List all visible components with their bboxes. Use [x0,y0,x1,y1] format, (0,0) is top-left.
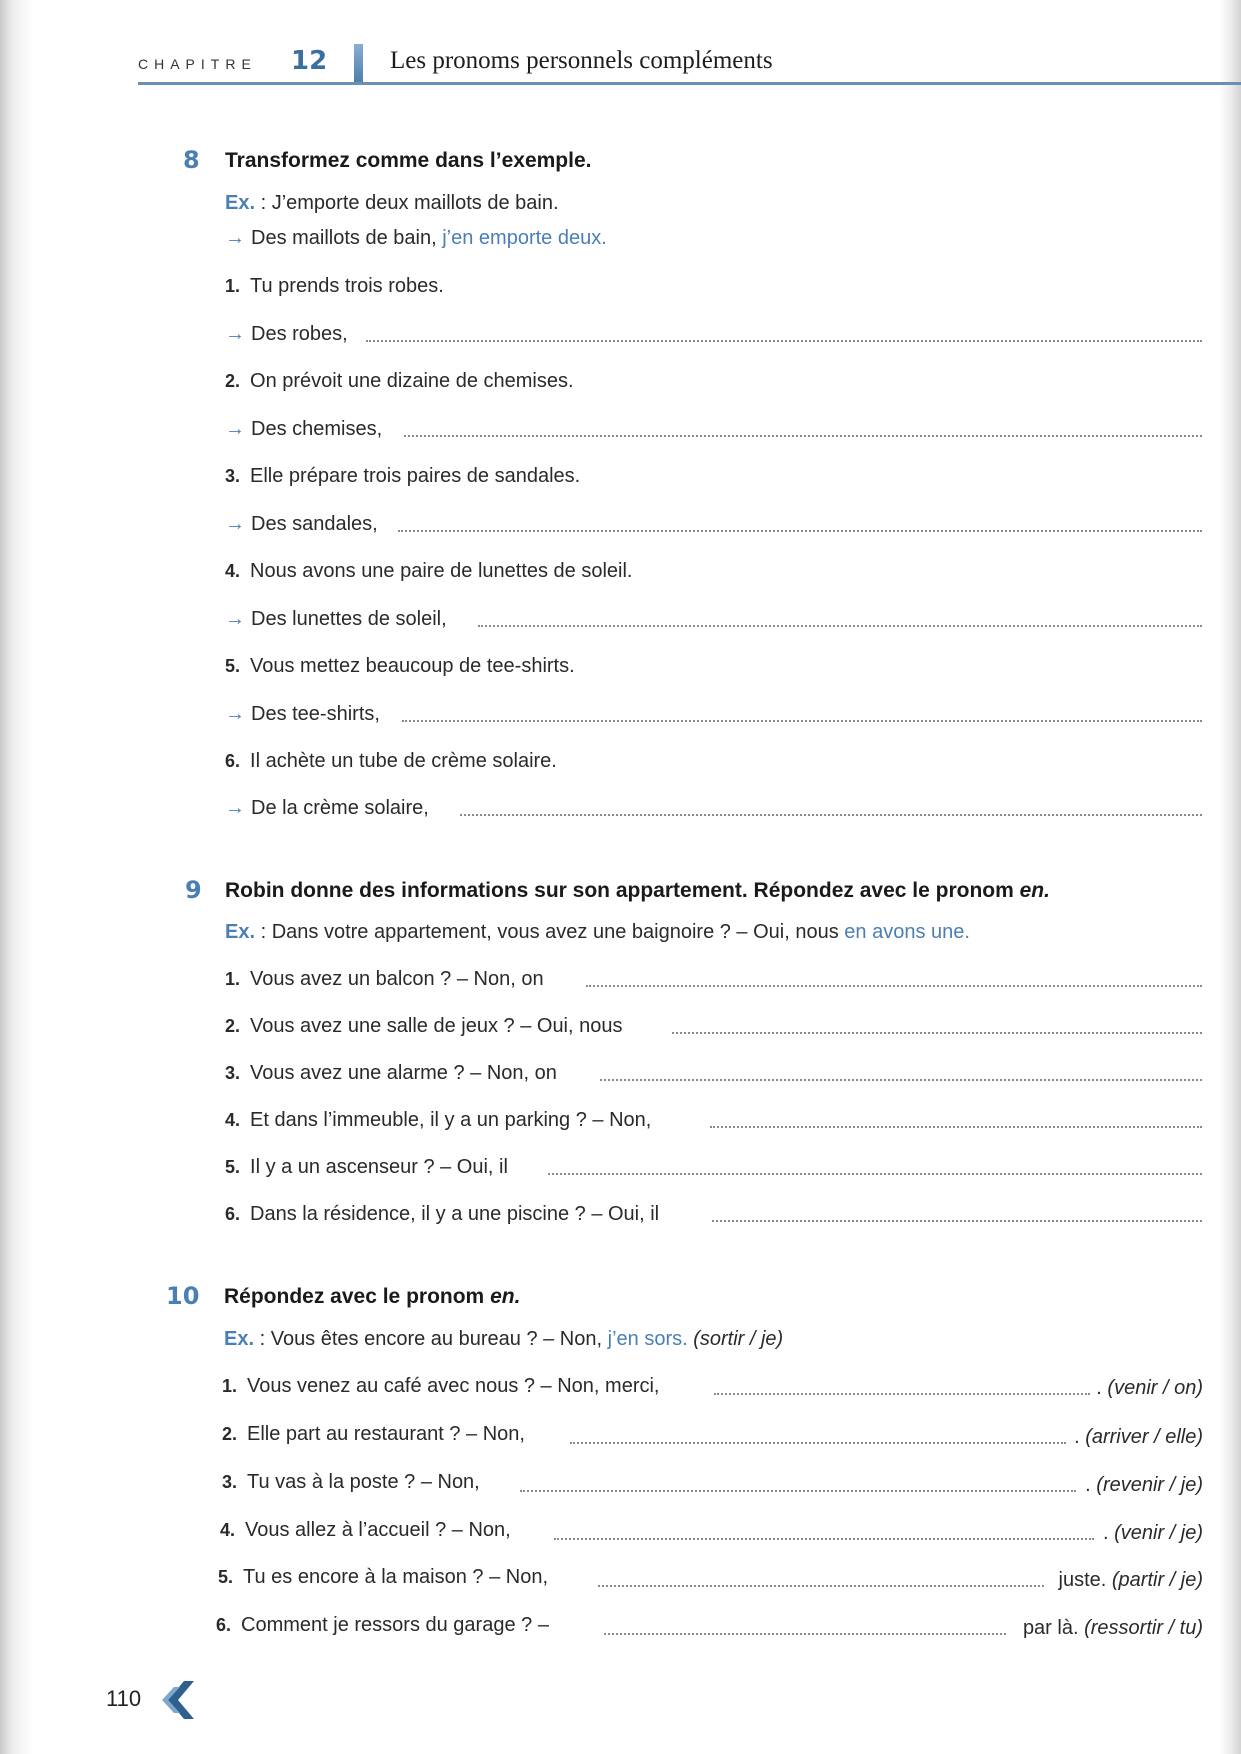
item-number: 1. [225,969,241,989]
item-text: Et dans l’immeuble, il y a un parking ? – Non, [250,1109,652,1131]
exercise-title [225,879,1050,903]
item-sentence: Nous avons une paire de lunettes de soleil. [250,560,633,582]
item-end [1074,1424,1203,1450]
example-line [224,1326,783,1352]
item-number: 2. [225,1016,241,1036]
item-sentence: Il achète un tube de crème solaire. [250,750,557,772]
double-chevron-left-icon[interactable] [160,1679,202,1721]
list-item [225,463,580,489]
verb-hint: (partir / je) [1111,1569,1203,1591]
list-item [225,1154,508,1180]
answer-blank[interactable] [366,340,1202,342]
exercise-number: 8 [183,146,200,174]
item-text: Elle part au restaurant ? – Non, [247,1423,525,1445]
item-text: Comment je ressors du garage ? – [241,1614,549,1636]
item-end [1103,1520,1203,1546]
exercise-title [224,1285,520,1309]
item-number: 2. [225,371,241,391]
answer-start: Des sandales, [251,513,378,535]
answer-start: Des robes, [251,323,348,345]
exercise-number: 9 [185,876,202,904]
item-number: 1. [222,1376,238,1396]
arrow-right-icon: → [225,323,245,345]
exercise-title-text: Robin donne des informations sur son appartement. Répondez avec le pronom [225,879,1014,902]
exercise-title-text: Répondez avec le pronom [224,1285,485,1308]
list-item [225,966,544,992]
example-sentence: J’emporte deux maillots de bain. [271,192,559,214]
item-number: 3. [225,466,241,486]
exercise-number: 10 [166,1282,200,1310]
example-label: Ex. [225,192,256,214]
chapter-title: Les pronoms personnels compléments [390,47,773,74]
chapter-header [138,42,1241,87]
list-item [222,1373,659,1399]
answer-start: Des lunettes de soleil, [251,608,447,630]
answer-blank[interactable] [604,1633,1006,1635]
exercise-title-pronoun: en. [1019,879,1050,902]
example-line [225,190,559,216]
example-answer-start: Des maillots de bain, [251,227,437,249]
list-item [225,1060,557,1086]
verb-hint: (sortir / je) [693,1328,784,1350]
answer-blank[interactable] [570,1442,1066,1444]
answer-blank[interactable] [586,985,1202,987]
list-item [225,653,575,679]
example-text: Vous êtes encore au bureau ? – Non, [270,1328,603,1350]
verb-hint: (venir / on) [1107,1377,1203,1399]
item-text: Dans la résidence, il y a une piscine ? – Oui, il [250,1203,660,1225]
header-rule [138,82,1241,85]
page-binding-shadow [0,0,34,1754]
item-text: Vous avez une salle de jeux ? – Oui, nous [250,1015,623,1037]
item-number: 4. [225,1110,241,1130]
answer-line [225,416,382,442]
item-text: Vous avez un balcon ? – Non, on [250,968,544,990]
item-ending: . [1085,1474,1091,1496]
item-ending: juste. [1058,1569,1107,1591]
item-number: 6. [216,1615,232,1635]
item-sentence: On prévoit une dizaine de chemises. [250,370,574,392]
item-number: 3. [225,1063,241,1083]
list-item [225,558,633,584]
answer-line [225,321,348,347]
arrow-right-icon: → [225,703,245,725]
item-ending: . [1096,1377,1102,1399]
answer-blank[interactable] [520,1490,1076,1492]
answer-blank[interactable] [460,814,1202,816]
exercise-title: Transformez comme dans l’exemple. [225,149,592,172]
list-item [225,748,557,774]
answer-blank[interactable] [672,1032,1202,1034]
arrow-right-icon: → [225,227,245,249]
item-number: 4. [220,1520,236,1540]
item-sentence: Vous mettez beaucoup de tee-shirts. [250,655,575,677]
item-text: Vous avez une alarme ? – Non, on [250,1062,557,1084]
arrow-right-icon: → [225,608,245,630]
answer-start: De la crème solaire, [251,797,429,819]
exercise-title-pronoun: en. [490,1285,521,1308]
example-separator: : [255,921,272,943]
chapter-divider-bar [354,44,363,82]
item-number: 5. [218,1567,234,1587]
list-item [218,1564,548,1590]
answer-line [225,701,380,727]
verb-hint: (ressortir / tu) [1084,1617,1203,1639]
answer-blank[interactable] [478,625,1202,627]
answer-line [225,795,429,821]
example-separator: : [254,1328,271,1350]
item-number: 3. [222,1472,238,1492]
item-text: Il y a un ascenseur ? – Oui, il [250,1156,508,1178]
example-label: Ex. [224,1328,255,1350]
item-number: 2. [222,1424,238,1444]
answer-blank[interactable] [710,1126,1202,1128]
arrow-right-icon: → [225,418,245,440]
item-text: Vous venez au café avec nous ? – Non, merci, [247,1375,660,1397]
answer-start: Des chemises, [251,418,383,440]
answer-start: Des tee-shirts, [251,703,380,725]
item-text: Vous allez à l’accueil ? – Non, [245,1519,511,1541]
item-number: 5. [225,656,241,676]
item-number: 5. [225,1157,241,1177]
item-text: Tu vas à la poste ? – Non, [247,1471,480,1493]
list-item [225,368,574,394]
item-ending: par là. [1022,1617,1079,1639]
arrow-right-icon: → [225,513,245,535]
example-answer-highlight: j’en sors. [607,1328,688,1350]
answer-blank[interactable] [600,1079,1202,1081]
answer-blank[interactable] [598,1585,1044,1587]
verb-hint: (venir / je) [1114,1522,1203,1544]
answer-blank[interactable] [712,1220,1202,1222]
list-item [225,1107,651,1133]
list-item [225,1201,659,1227]
answer-blank[interactable] [404,435,1202,437]
item-ending: . [1102,1522,1109,1544]
item-end [1096,1375,1203,1401]
list-item [225,1013,623,1039]
item-end [1023,1615,1203,1641]
example-text: Dans votre appartement, vous avez une baignoire ? – Oui, nous [271,921,839,943]
example-label: Ex. [225,921,256,943]
list-item [225,273,444,299]
answer-blank[interactable] [714,1393,1090,1395]
answer-blank[interactable] [554,1538,1094,1540]
list-item [216,1612,549,1638]
item-end [1059,1567,1204,1593]
verb-hint: (arriver / elle) [1085,1426,1203,1448]
example-answer-line [225,225,607,251]
arrow-right-icon: → [225,797,245,819]
list-item [222,1421,525,1447]
example-line [225,919,970,945]
item-sentence: Elle prépare trois paires de sandales. [250,465,581,487]
chapter-number: 12 [291,46,328,76]
item-number: 6. [225,1204,241,1224]
example-separator: : [255,192,272,214]
item-end [1085,1472,1203,1498]
example-answer-highlight: en avons une. [844,921,970,943]
item-number: 6. [225,751,241,771]
answer-line [225,606,447,632]
answer-blank[interactable] [398,530,1202,532]
answer-blank[interactable] [402,720,1202,722]
list-item [220,1517,511,1543]
item-number: 4. [225,561,241,581]
item-text: Tu es encore à la maison ? – Non, [243,1566,548,1588]
item-number: 1. [225,276,241,296]
list-item [222,1469,480,1495]
answer-line [225,511,378,537]
example-answer-highlight: j’en emporte deux. [442,227,607,249]
page-number: 110 [106,1686,142,1711]
chapter-label: CHAPITRE [138,56,257,72]
answer-blank[interactable] [548,1173,1202,1175]
item-sentence: Tu prends trois robes. [250,275,444,297]
verb-hint: (revenir / je) [1096,1474,1203,1496]
page-edge-shadow [1219,0,1241,1754]
item-ending: . [1074,1426,1080,1448]
